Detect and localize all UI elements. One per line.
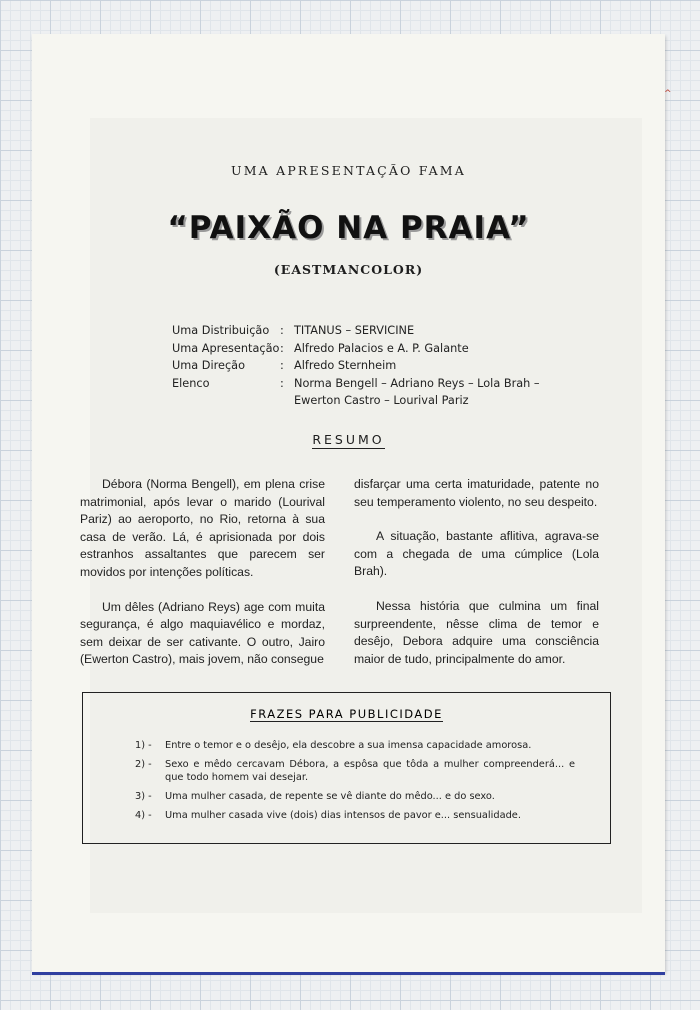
credits-block (172, 322, 572, 410)
credit-label: Uma Apresentação (172, 341, 280, 355)
film-title: “PAIXÃO NA PRAIA” (167, 210, 530, 246)
publicity-heading: FRAZES PARA PUBLICIDADE (250, 707, 443, 721)
publicity-item (135, 809, 575, 822)
summary-paragraph: Débora (Norma Bengell), em plena crise matrimonial, após levar o marido (Lourival Pariz) ao aeroporto, no Rio, retorna à sua casa de verão. Lá, é aprisionada por dois estranhos assaltantes que parecem ser movidos por intenções políticas. (80, 477, 325, 579)
publicity-item-number: 1) - (135, 740, 152, 751)
film-subtitle: (EASTMANCOLOR) (273, 262, 424, 277)
publicity-heading-wrap (83, 707, 610, 721)
credit-row: Uma Apresentação : Alfredo Palacios e A. P. Galante (172, 340, 572, 358)
publicity-item-number: 3) - (135, 791, 152, 802)
publicity-item-text: Uma mulher casada vive (dois) dias intensos de pavor e... sensualidade. (165, 810, 521, 821)
summary-paragraph: Um dêles (Adriano Reys) age com muita segurança, é algo maquiavélico e mordaz, sem deixar de ser cativante. O outro, Jairo (Ewerton Castro), mais jovem, não consegue (80, 599, 325, 667)
publicity-item-number: 2) - (135, 759, 152, 770)
publicity-item-number: 4) - (135, 810, 152, 821)
presenter-line: UMA APRESENTAÇÃO FAMA (230, 163, 467, 178)
publicity-item (135, 758, 575, 784)
publicity-item-text: Entre o temor e o desêjo, ela descobre a sua imensa capacidade amorosa. (165, 740, 532, 751)
summary-right-column (354, 476, 599, 685)
credit-row: Uma Direção : Alfredo Sternheim (172, 357, 572, 375)
summary-heading: RESUMO (312, 432, 385, 447)
summary-paragraph: Nessa história que culmina um final surpreendente, nêsse clima de temor e desêjo, Debora adquire uma consciência maior de tudo, principalmente do amor. (354, 598, 599, 666)
credit-value: Norma Bengell – Adriano Reys – Lola Brah – Ewerton Castro – Lourival Pariz (294, 376, 540, 407)
credit-label: Elenco (172, 376, 210, 390)
press-sheet (32, 34, 672, 972)
publicity-item (135, 790, 575, 803)
publicity-item-text: Sexo e mêdo cercavam Débora, a espôsa que tôda a mulher compreenderá... e que todo homem vai desejar. (165, 759, 575, 783)
credit-label: Uma Direção (172, 359, 246, 372)
credit-label: Uma Distribuição (172, 324, 270, 337)
summary-paragraph: A situação, bastante aflitiva, agrava-se com a chegada de uma cúmplice (Lola Brah). (354, 529, 599, 579)
credit-row: Uma Distribuição : TITANUS – SERVICINE (172, 322, 572, 340)
corner-mark: ^ (664, 89, 672, 99)
summary-heading-wrap (32, 432, 665, 447)
credit-value: TITANUS – SERVICINE (294, 324, 415, 337)
publicity-item (135, 739, 575, 752)
publicity-box (82, 692, 611, 844)
summary-left-column (80, 476, 325, 686)
summary-paragraph: disfarçar uma certa imaturidade, patente no seu temperamento violento, no seu despeito. (354, 477, 599, 509)
publicity-item-text: Uma mulher casada, de repente se vê diante do mêdo... e do sexo. (165, 791, 495, 802)
publicity-list (135, 739, 575, 828)
credit-value: Alfredo Sternheim (294, 359, 397, 372)
credit-row: Elenco : Norma Bengell – Adriano Reys – Lola Brah – Ewerton Castro – Lourival Pariz (172, 375, 572, 410)
credit-value: Alfredo Palacios e A. P. Galante (294, 341, 469, 355)
